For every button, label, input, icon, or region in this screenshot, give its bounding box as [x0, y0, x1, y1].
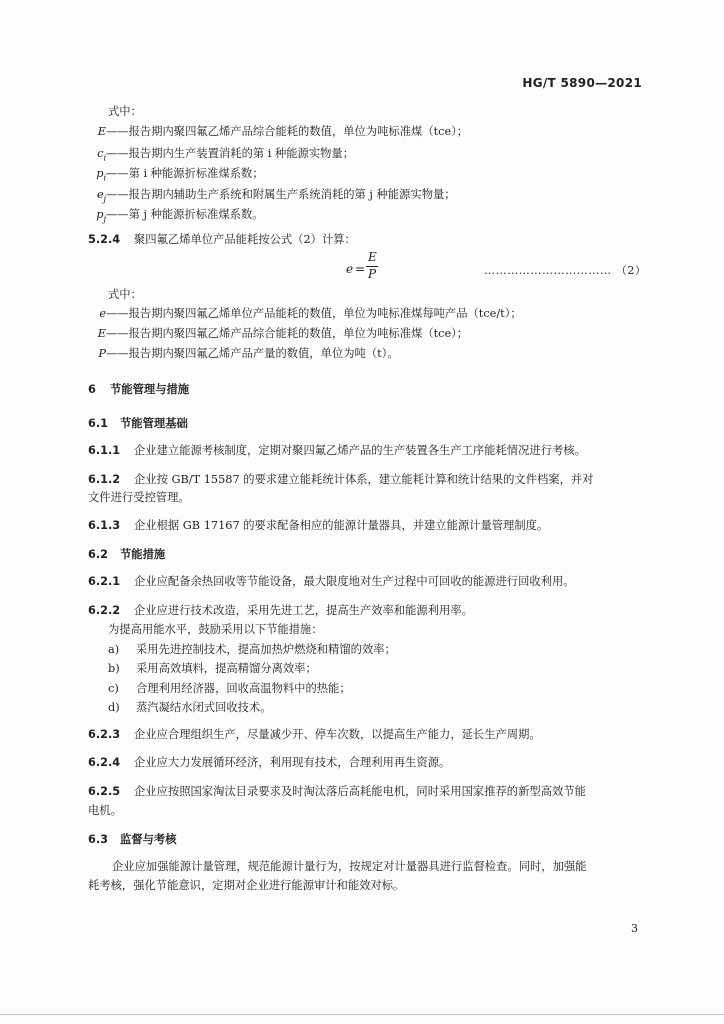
legend-text: ——报告期内辅助生产系统和附属生产系统消耗的第 j 种能源实物量； [106, 188, 456, 201]
formula-lhs: e [346, 262, 354, 276]
clause-text: 企业应大力发展循环经济，利用现有技术，合理利用再生资源。 [134, 756, 451, 769]
clause-6-1-3 [88, 518, 548, 534]
clause-text: 企业按 GB/T 15587 的要求建立能耗统计体系，建立能耗计算和统计结果的文件档案，并对 [134, 473, 594, 486]
clause-6-1-2 [88, 472, 593, 488]
formula2-legend-item [88, 346, 399, 362]
formula1-legend-item [88, 187, 456, 207]
clause-number: 6.1.1 [88, 444, 121, 457]
formula-denominator: P [368, 267, 377, 281]
item-text: 蒸汽凝结水闭式回收技术。 [136, 701, 272, 714]
item-text: 采用先进控制技术，提高加热炉燃烧和精馏的效率； [136, 643, 396, 656]
formula1-legend-item [88, 207, 264, 227]
legend-text: ——报告期内聚四氟乙烯单位产品能耗的数值，单位为吨标准煤每吨产品（tce/t）； [106, 307, 522, 320]
item-label: c) [108, 682, 119, 695]
clause-6-1-2-continued: 文件进行受控管理。 [88, 491, 190, 504]
legend-symbol: E [97, 327, 106, 340]
clause-6-2-3 [88, 727, 541, 743]
clause-6-2-5 [88, 784, 586, 800]
clause-5-2-4 [88, 232, 356, 248]
formula1-legend-item [88, 166, 264, 186]
page-number: 3 [631, 922, 638, 935]
legend-text: ——第 j 种能源折标准煤系数。 [106, 208, 264, 221]
clause-number: 6.2.1 [88, 575, 121, 588]
dot-leader: …………………………… [484, 264, 612, 277]
clause-6-2-4 [88, 755, 450, 771]
legend-symbol: $e_j$ [96, 188, 106, 204]
formula2-legend-intro: 式中： [108, 288, 142, 301]
item-text: 采用高效填料，提高精馏分离效率； [136, 662, 317, 675]
clause-text: 企业应按照国家淘汰目录要求及时淘汰落后高耗能电机，同时采用国家推荐的新型高效节能 [134, 785, 586, 798]
page-bottom-edge [0, 1014, 724, 1015]
section-title: 节能措施 [120, 548, 166, 561]
section-title: 节能管理与措施 [110, 383, 190, 396]
legend-symbol: P [98, 347, 106, 360]
clause-6-2-2 [88, 603, 473, 619]
section-6-heading [88, 381, 189, 397]
clause-text: 企业根据 GB 17167 的要求配备相应的能源计量器具，并建立能源计量管理制度。 [134, 519, 549, 532]
item-label: d) [108, 701, 120, 714]
measure-item-d [108, 700, 272, 716]
legend-text: ——报告期内聚四氟乙烯产品综合能耗的数值，单位为吨标准煤（tce）； [106, 125, 469, 138]
legend-text: ——报告期内生产装置消耗的第 i 种能源实物量； [106, 147, 355, 160]
section-number: 6.1 [88, 417, 109, 430]
legend-text: ——第 i 种能源折标准煤系数； [106, 167, 264, 180]
item-label: b) [108, 662, 120, 675]
clause-6-1-1 [88, 443, 586, 459]
equation-number: （2） [615, 264, 647, 277]
formula-2-label [484, 262, 647, 278]
clause-text: 企业应进行技术改造，采用先进工艺，提高生产效率和能源利用率。 [134, 604, 473, 617]
legend-symbol: e [99, 307, 106, 320]
clause-6-2-1 [88, 574, 575, 590]
section-6-2-heading [88, 546, 165, 562]
measure-item-b [108, 661, 317, 677]
legend-symbol: E [97, 125, 106, 138]
section-6-3-paragraph-continued: 耗考核，强化节能意识，定期对企业进行能源审计和能效对标。 [88, 879, 405, 892]
clause-number: 5.2.4 [88, 233, 121, 246]
formula1-legend-intro: 式中： [108, 105, 142, 118]
item-text: 合理利用经济器，回收高温物料中的热能； [136, 682, 351, 695]
formula1-legend-item [88, 124, 468, 144]
clause-number: 6.2.2 [88, 604, 121, 617]
section-number: 6 [88, 383, 96, 396]
clause-number: 6.1.3 [88, 519, 121, 532]
measure-item-a [108, 642, 396, 658]
legend-symbol: $c_i$ [97, 147, 106, 163]
section-6-1-heading [88, 415, 188, 431]
legend-text: ——报告期内聚四氟乙烯产品综合能耗的数值，单位为吨标准煤（tce）； [106, 327, 469, 340]
standard-code: HG/T 5890—2021 [522, 76, 642, 90]
section-title: 节能管理基础 [120, 417, 188, 430]
clause-text: 聚四氟乙烯单位产品能耗按公式（2）计算： [134, 233, 356, 246]
measure-item-c [108, 681, 351, 697]
clause-number: 6.2.4 [88, 756, 121, 769]
clause-number: 6.2.3 [88, 728, 121, 741]
clause-number: 6.1.2 [88, 473, 121, 486]
section-title: 监督与考核 [120, 833, 177, 846]
section-number: 6.3 [88, 833, 109, 846]
section-number: 6.2 [88, 548, 109, 561]
legend-symbol: $p_i$ [96, 167, 106, 183]
formula1-legend-item [88, 146, 354, 166]
clause-text: 企业建立能源考核制度，定期对聚四氟乙烯产品的生产装置各生产工序能耗情况进行考核。 [134, 444, 586, 457]
section-6-3-paragraph: 企业应加强能源计量管理，规范能源计量行为，按规定对计量器具进行监督检查。同时，加强能 [112, 860, 587, 873]
legend-symbol: $p_j$ [96, 208, 106, 224]
formula-numerator: E [368, 250, 377, 264]
measures-lead: 为提高用能水平，鼓励采用以下节能措施： [108, 623, 323, 636]
clause-text: 企业应配备余热回收等节能设备，最大限度地对生产过程中可回收的能源进行回收利用。 [134, 575, 575, 588]
clause-6-2-5-continued: 电机。 [88, 804, 122, 817]
formula2-legend-item [88, 326, 468, 342]
clause-number: 6.2.5 [88, 785, 121, 798]
section-6-3-heading [88, 831, 177, 847]
legend-text: ——报告期内聚四氟乙烯产品产量的数值，单位为吨（t）。 [106, 347, 399, 360]
item-label: a) [108, 643, 120, 656]
clause-text: 企业应合理组织生产，尽量减少开、停车次数，以提高生产能力，延长生产周期。 [134, 728, 541, 741]
formula-equals: = [355, 262, 366, 276]
formula2-legend-item [88, 306, 522, 322]
